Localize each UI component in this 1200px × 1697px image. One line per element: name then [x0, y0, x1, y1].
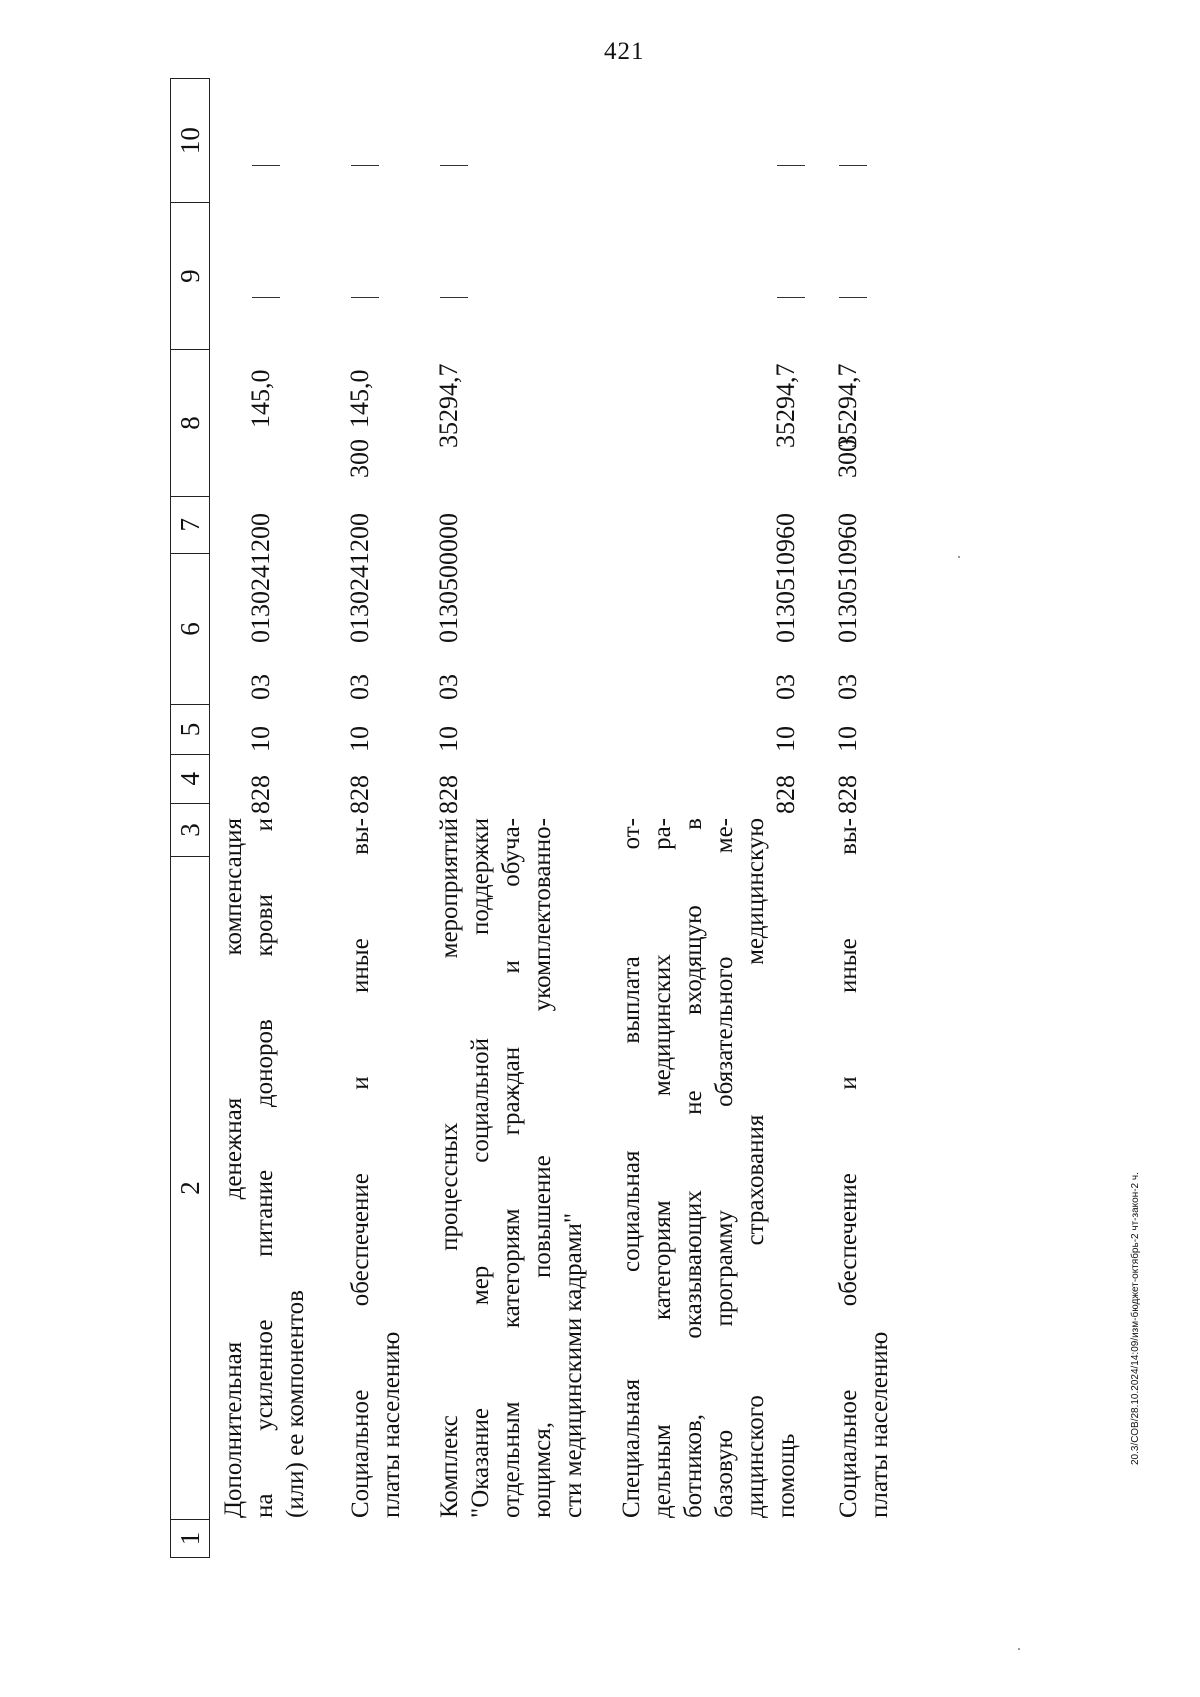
cell-col3: 828	[246, 775, 275, 814]
table-header-row	[170, 78, 210, 1558]
description-line: Специальная социальная выплата от-	[618, 818, 645, 1518]
cell-col3: 828	[833, 775, 862, 814]
dash-mark-col9	[351, 297, 379, 298]
description-line: дельным категориям медицинских ра-	[649, 818, 676, 1518]
cell-col8: 145,0	[246, 369, 275, 428]
description-line: отдельным категориям граждан и обуча-	[498, 818, 525, 1518]
description-line: платы населению	[378, 1331, 405, 1518]
description-line: платы населению	[866, 1331, 893, 1518]
cell-col8: 145,0	[345, 369, 374, 428]
scan-speck	[958, 556, 960, 558]
row-description	[345, 818, 407, 1518]
description-line: ющимся, повышение укомплектованно-	[529, 818, 556, 1518]
cell-col3: 828	[771, 775, 800, 814]
description-line: дицинского страхования медицинскую	[742, 818, 769, 1518]
description-line: ботников, оказывающих не входящую в	[680, 818, 707, 1518]
cell-col5: 03	[771, 674, 800, 700]
cell-col4: 10	[771, 726, 800, 752]
cell-col5: 03	[434, 674, 463, 700]
cell-col6: 0130500000	[434, 513, 463, 643]
header-cell: 1	[171, 1519, 209, 1557]
description-line: Комплекс процессных мероприятий	[436, 818, 463, 1518]
cell-col6: 0130510960	[771, 513, 800, 643]
cell-col4: 10	[345, 726, 374, 752]
document-code: 20.3/СОВ/28.10.2024/14:09/изм-бюджет-октябрь-2 чт-закон-2 ч.	[1130, 1172, 1141, 1465]
cell-col4: 10	[434, 726, 463, 752]
scan-speck	[1018, 1648, 1020, 1650]
dash-mark-col10	[351, 165, 379, 166]
description-line: сти медицинскими кадрами"	[560, 1212, 587, 1518]
dash-mark-col9	[440, 297, 468, 298]
header-cell: 4	[171, 754, 209, 803]
dash-mark-col10	[777, 165, 805, 166]
cell-col4: 10	[833, 726, 862, 752]
cell-col7: 300	[833, 439, 862, 478]
description-line: (или) ее компонентов	[282, 1290, 309, 1518]
page-number: 421	[604, 38, 645, 65]
header-cell: 2	[171, 856, 209, 1519]
cell-col3: 828	[345, 775, 374, 814]
header-cell: 7	[171, 496, 209, 553]
cell-col6: 0130241200	[345, 513, 374, 643]
cell-col7: 300	[345, 439, 374, 478]
dash-mark-col10	[440, 165, 468, 166]
description-line: Социальное обеспечение и иные вы-	[835, 818, 862, 1518]
cell-col8: 35294,7	[434, 363, 463, 448]
header-cell: 5	[171, 704, 209, 753]
cell-col3: 828	[434, 775, 463, 814]
cell-col8: 35294,7	[771, 363, 800, 448]
header-cell: 9	[171, 202, 209, 349]
header-cell: 6	[171, 553, 209, 705]
description-line: помощь	[773, 1433, 800, 1518]
description-line: на усиленное питание доноров крови и	[251, 818, 278, 1518]
cell-col8: 35294,7	[833, 363, 862, 448]
cell-col6: 0130510960	[833, 513, 862, 643]
dash-mark-col9	[252, 297, 280, 298]
description-line: "Оказание мер социальной поддержки	[467, 818, 494, 1518]
cell-col5: 03	[246, 674, 275, 700]
row-description	[616, 818, 802, 1518]
row-description	[434, 818, 589, 1518]
cell-col5: 03	[345, 674, 374, 700]
budget-table	[170, 78, 950, 1558]
row-description	[218, 818, 311, 1518]
description-line: Дополнительная денежная компенсация	[220, 818, 247, 1518]
row-description	[833, 818, 895, 1518]
header-cell: 10	[174, 127, 205, 155]
cell-col6: 0130241200	[246, 513, 275, 643]
dash-mark-col10	[839, 165, 867, 166]
cell-col4: 10	[246, 726, 275, 752]
dash-mark-col9	[839, 297, 867, 298]
dash-mark-col9	[777, 297, 805, 298]
header-cell: 8	[171, 349, 209, 496]
cell-col5: 03	[833, 674, 862, 700]
dash-mark-col10	[252, 165, 280, 166]
description-line: Социальное обеспечение и иные вы-	[347, 818, 374, 1518]
header-cell: 3	[171, 803, 209, 856]
description-line: базовую программу обязательного ме-	[711, 818, 738, 1518]
